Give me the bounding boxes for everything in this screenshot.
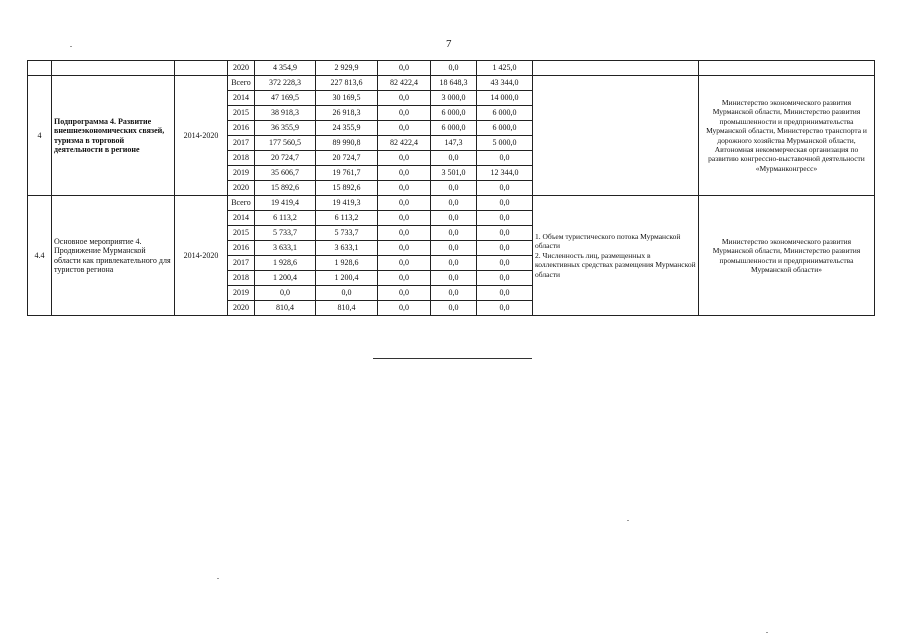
value-cell: 0,0 xyxy=(378,196,431,211)
year-cell: 2017 xyxy=(228,256,255,271)
value-cell: 82 422,4 xyxy=(378,76,431,91)
value-cell: 3 633,1 xyxy=(316,241,378,256)
value-cell: 0,0 xyxy=(431,286,477,301)
year-cell: 2020 xyxy=(228,181,255,196)
value-cell: 0,0 xyxy=(477,301,533,316)
cell-empty xyxy=(533,61,699,76)
item-name: Основное мероприятие 4. Продвижение Мурманской области как привлекательного для туристов региона xyxy=(52,196,175,316)
item-period: 2014-2020 xyxy=(175,76,228,196)
value-cell: 36 355,9 xyxy=(255,121,316,136)
value-cell: 0,0 xyxy=(378,61,431,76)
value-cell: 0,0 xyxy=(431,271,477,286)
indicators-cell xyxy=(533,76,699,196)
value-cell: 0,0 xyxy=(431,301,477,316)
value-cell: 43 344,0 xyxy=(477,76,533,91)
year-cell: 2020 xyxy=(228,301,255,316)
value-cell: 1 200,4 xyxy=(255,271,316,286)
value-cell: 19 419,3 xyxy=(316,196,378,211)
year-cell: 2020 xyxy=(228,61,255,76)
value-cell: 19 419,4 xyxy=(255,196,316,211)
value-cell: 18 648,3 xyxy=(431,76,477,91)
value-cell: 24 355,9 xyxy=(316,121,378,136)
value-cell: 0,0 xyxy=(378,256,431,271)
value-cell: 372 228,3 xyxy=(255,76,316,91)
value-cell: 0,0 xyxy=(316,286,378,301)
value-cell: 6 000,0 xyxy=(431,121,477,136)
value-cell: 0,0 xyxy=(255,286,316,301)
value-cell: 6 113,2 xyxy=(255,211,316,226)
value-cell: 3 501,0 xyxy=(431,166,477,181)
value-cell: 0,0 xyxy=(477,271,533,286)
value-cell: 0,0 xyxy=(477,286,533,301)
value-cell: 0,0 xyxy=(477,226,533,241)
value-cell: 5 733,7 xyxy=(316,226,378,241)
value-cell: 227 813,6 xyxy=(316,76,378,91)
value-cell: 0,0 xyxy=(431,226,477,241)
end-of-table-rule xyxy=(373,358,532,359)
value-cell: 0,0 xyxy=(477,211,533,226)
year-cell: 2019 xyxy=(228,166,255,181)
value-cell: 15 892,6 xyxy=(255,181,316,196)
value-cell: 0,0 xyxy=(378,211,431,226)
table-row xyxy=(28,196,875,211)
item-name: Подпрограмма 4. Развитие внешнеэкономических связей, туризма в торговой деятельности в регионе xyxy=(52,76,175,196)
value-cell: 0,0 xyxy=(431,241,477,256)
value-cell: 0,0 xyxy=(431,61,477,76)
item-number: 4 xyxy=(28,76,52,196)
year-cell: 2014 xyxy=(228,211,255,226)
value-cell: 35 606,7 xyxy=(255,166,316,181)
responsible-cell: Министерство экономического развития Мурманской области, Министерство развития промышленности и предпринимательства Мурманской области, Министерство транспорта и дорожного хозяйства Мурманской области, Автономная некоммерческая организация по развитию конгрессно-выставочной деятельности «Мурманконгресс» xyxy=(699,76,875,196)
scan-speck xyxy=(627,520,629,521)
value-cell: 3 000,0 xyxy=(431,91,477,106)
program-table xyxy=(27,60,875,316)
value-cell: 0,0 xyxy=(378,301,431,316)
value-cell: 30 169,5 xyxy=(316,91,378,106)
year-cell: Всего xyxy=(228,76,255,91)
value-cell: 0,0 xyxy=(431,211,477,226)
value-cell: 0,0 xyxy=(378,181,431,196)
value-cell: 0,0 xyxy=(378,286,431,301)
value-cell: 26 918,3 xyxy=(316,106,378,121)
value-cell: 0,0 xyxy=(378,121,431,136)
year-cell: 2018 xyxy=(228,151,255,166)
year-cell: Всего xyxy=(228,196,255,211)
year-cell: 2019 xyxy=(228,286,255,301)
year-cell: 2016 xyxy=(228,241,255,256)
value-cell: 810,4 xyxy=(255,301,316,316)
responsible-cell: Министерство экономического развития Мурманской области, Министерство развития промышленности и предпринимательства Мурманской области» xyxy=(699,196,875,316)
page-number: 7 xyxy=(446,38,452,50)
scan-speck xyxy=(70,46,72,47)
value-cell: 0,0 xyxy=(431,256,477,271)
scan-speck xyxy=(766,632,768,633)
value-cell: 0,0 xyxy=(431,181,477,196)
value-cell: 0,0 xyxy=(477,256,533,271)
value-cell: 177 560,5 xyxy=(255,136,316,151)
value-cell: 20 724,7 xyxy=(255,151,316,166)
value-cell: 1 928,6 xyxy=(316,256,378,271)
value-cell: 6 000,0 xyxy=(477,121,533,136)
value-cell: 6 000,0 xyxy=(431,106,477,121)
value-cell: 5 733,7 xyxy=(255,226,316,241)
value-cell: 0,0 xyxy=(477,181,533,196)
value-cell: 4 354,9 xyxy=(255,61,316,76)
value-cell: 0,0 xyxy=(477,196,533,211)
cell-empty xyxy=(52,61,175,76)
value-cell: 1 928,6 xyxy=(255,256,316,271)
value-cell: 0,0 xyxy=(378,151,431,166)
value-cell: 82 422,4 xyxy=(378,136,431,151)
item-number: 4.4 xyxy=(28,196,52,316)
value-cell: 5 000,0 xyxy=(477,136,533,151)
value-cell: 0,0 xyxy=(378,271,431,286)
value-cell: 1 200,4 xyxy=(316,271,378,286)
value-cell: 0,0 xyxy=(431,196,477,211)
value-cell: 20 724,7 xyxy=(316,151,378,166)
cell-empty xyxy=(699,61,875,76)
value-cell: 147,3 xyxy=(431,136,477,151)
value-cell: 89 990,8 xyxy=(316,136,378,151)
value-cell: 15 892,6 xyxy=(316,181,378,196)
value-cell: 12 344,0 xyxy=(477,166,533,181)
year-cell: 2018 xyxy=(228,271,255,286)
value-cell: 1 425,0 xyxy=(477,61,533,76)
value-cell: 6 000,0 xyxy=(477,106,533,121)
value-cell: 0,0 xyxy=(477,241,533,256)
value-cell: 0,0 xyxy=(378,241,431,256)
year-cell: 2016 xyxy=(228,121,255,136)
value-cell: 14 000,0 xyxy=(477,91,533,106)
value-cell: 38 918,3 xyxy=(255,106,316,121)
value-cell: 47 169,5 xyxy=(255,91,316,106)
value-cell: 2 929,9 xyxy=(316,61,378,76)
value-cell: 0,0 xyxy=(477,151,533,166)
scan-speck xyxy=(217,578,219,579)
table-body xyxy=(28,61,875,316)
table-row xyxy=(28,61,875,76)
year-cell: 2015 xyxy=(228,106,255,121)
value-cell: 0,0 xyxy=(431,151,477,166)
year-cell: 2015 xyxy=(228,226,255,241)
item-period: 2014-2020 xyxy=(175,196,228,316)
value-cell: 0,0 xyxy=(378,106,431,121)
value-cell: 810,4 xyxy=(316,301,378,316)
value-cell: 0,0 xyxy=(378,166,431,181)
cell-empty xyxy=(28,61,52,76)
year-cell: 2014 xyxy=(228,91,255,106)
value-cell: 0,0 xyxy=(378,226,431,241)
value-cell: 19 761,7 xyxy=(316,166,378,181)
value-cell: 6 113,2 xyxy=(316,211,378,226)
year-cell: 2017 xyxy=(228,136,255,151)
cell-empty xyxy=(175,61,228,76)
table-row xyxy=(28,76,875,91)
value-cell: 3 633,1 xyxy=(255,241,316,256)
value-cell: 0,0 xyxy=(378,91,431,106)
indicators-cell: 1. Объем туристического потока Мурманской области 2. Численность лиц, размещенных в коллективных средствах размещения Мурманской области xyxy=(533,196,699,316)
